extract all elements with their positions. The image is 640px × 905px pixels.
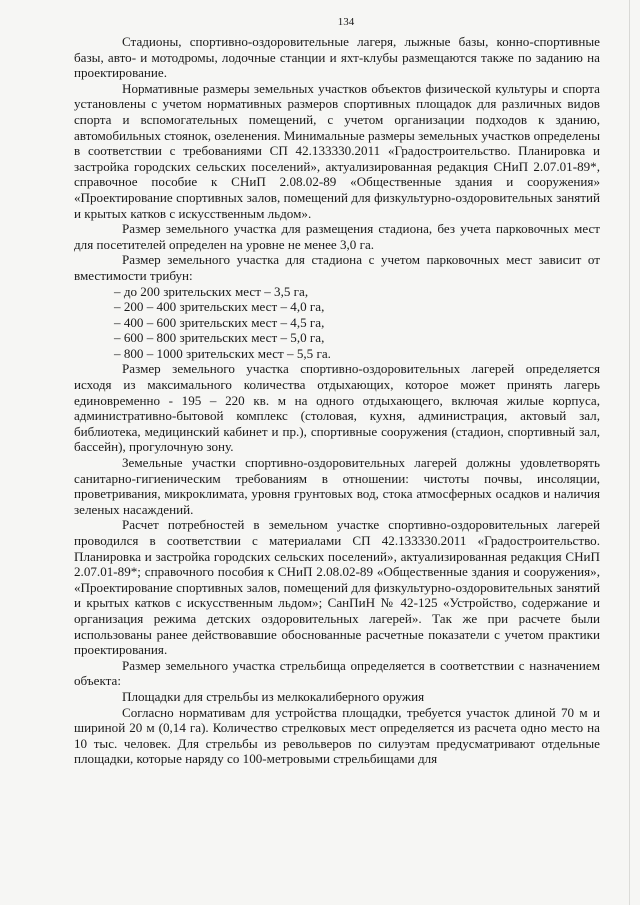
paragraph-stadium-size: Размер земельного участка для размещения стадиона, без учета парковочных мест для посетителей определен на уровне не менее 3,0 га.: [74, 221, 600, 252]
paragraph-camp-calculation: Расчет потребностей в земельном участке спортивно-оздоровительных лагерей проводился в соответствии с материалами СП 42.133330.2011 «Градостроительство. Планировка и застройка городских сельских поселений», актуализированная редакция СНиП 2.07.01-89*; справочного пособия к СНиП 2.08.02-89 «Общественные здания и сооружения», «Проектирование спортивных залов, помещений для физкультурно-оздоровительных занятий и крытых катков с искусственным льдом»; СанПиН № 42-125 «Устройство, содержание и организация режима детских оздоровительных лагерей». Так же при расчете были использованы ранее действовавшие обоснованные расчетные показатели с учетом практики проектирования.: [74, 517, 600, 658]
scan-edge-line: [629, 0, 630, 905]
paragraph-range-size: Размер земельного участка стрельбища определяется в соответствии с назначением объекта:: [74, 657, 600, 689]
capacity-list: [74, 284, 600, 362]
paragraph-normative-sizes: Нормативные размеры земельных участков объектов физической культуры и спорта установлены с учетом нормативных размеров спортивных площадок для различных видов спорта и вспомогательных помещений, с учетом организации подходов к зданию, автомобильных стоянок, озеленения. Минимальные размеры земельных участков определены в соответствии с требованиями СП 42.133330.2011 «Градостроительство. Планировка и застройка городских сельских поселений», актуализированная редакция СНиП 2.07.01-89*, справочное пособие к СНиП 2.08.02-89 «Общественные здания и сооружения» «Проектирование спортивных залов, помещений для физкультурно-оздоровительных занятий и крытых катков с искусственным льдом».: [74, 80, 600, 221]
paragraph-camp-size: Размер земельного участка спортивно-оздоровительных лагерей определяется исходя из максимального количества отдыхающих, которое может принять лагерь единовременно - 195 – 220 кв. м на одного отдыхающего, включая жилые корпуса, административно-бытовой комплекс (столовая, кухня, администрация, актовый зал, библиотека, медицинский кабинет и пр.), спортивные сооружения (стадион, спортивный зал, бассейн), прогулочную зону.: [74, 361, 600, 455]
page-number: 134: [337, 16, 355, 28]
list-item: – 800 – 1000 зрительских мест – 5,5 га.: [114, 345, 331, 361]
paragraph-camp-requirements: Земельные участки спортивно-оздоровительных лагерей должны удовлетворять санитарно-гигиеническим требованиям в отношении: чистоты почвы, инсоляции, проветривания, микроклимата, уровня грунтовых вод, стока атмосферных осадков и наличия зеленых насаждений.: [74, 455, 600, 517]
paragraph-stadium-parking: Размер земельного участка для стадиона с учетом парковочных мест зависит от вместимости трибун:: [74, 252, 600, 283]
paragraph-smallbore-heading: Площадки для стрельбы из мелкокалиберного оружия: [122, 688, 425, 704]
list-item: – 400 – 600 зрительских мест – 4,5 га,: [114, 314, 325, 330]
paragraph-smallbore-norms: Согласно нормативам для устройства площадки, требуется участок длиной 70 м и шириной 20 м (0,14 га). Количество стрелковых мест определяется из расчета одно место на 10 тыс. человек. Для стрельбы из револьверов по силуэтам предусматривают отдельные площадки, которые наряду со 100-метровыми стрельбищами для: [74, 704, 600, 767]
list-item: – 600 – 800 зрительских мест – 5,0 га,: [114, 330, 325, 346]
paragraph-facilities-placement: Стадионы, спортивно-оздоровительные лагеря, лыжные базы, конно-спортивные базы, авто- и мотодромы, лодочные станции и яхт-клубы размещаются также по заданию на проектирование.: [74, 34, 600, 81]
list-item: – 200 – 400 зрительских мест – 4,0 га,: [114, 299, 325, 315]
list-item: – до 200 зрительских мест – 3,5 га,: [114, 283, 309, 299]
